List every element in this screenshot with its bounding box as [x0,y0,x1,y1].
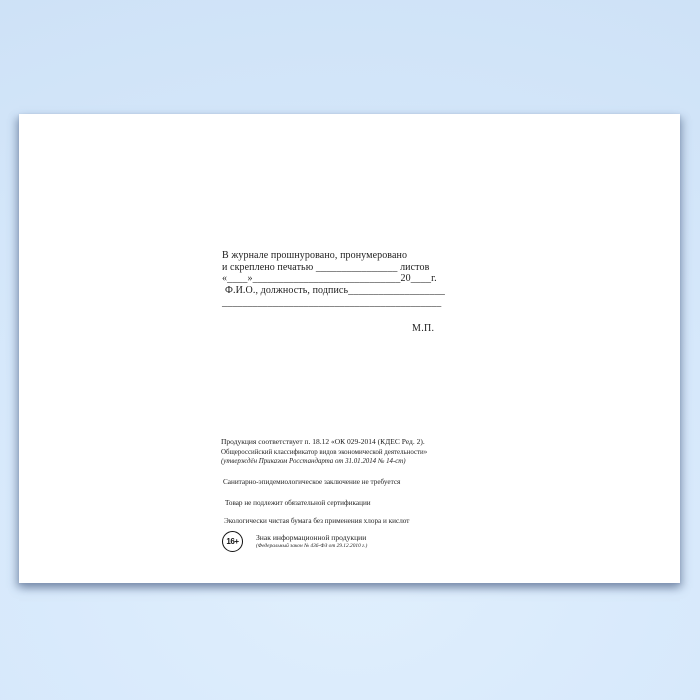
stamp-line-sealed-sheets: и скреплено печатью ________________ листов [222,261,430,273]
sanitary-statement: Санитарно-эпидемиологическое заключение не требуется [223,478,401,486]
info-product-sign-label: Знак информационной продукции [256,533,367,542]
certification-statement: Товар не подлежит обязательной сертификации [225,499,371,507]
compliance-line-1: Продукция соответствует п. 18.12 «ОК 029-2014 (КДЕС Ред. 2). [221,437,425,446]
stamp-line-name-position-signature: Ф.И.О., должность, подпись___________________ [225,285,446,297]
binding-stamp-block [222,250,445,309]
stamp-line-sewn: В журнале прошнуровано, пронумеровано [222,250,408,261]
law-reference-label: (Федеральный закон № 436-ФЗ от 29.12.2010 г.) [256,542,368,549]
age-mark-text [256,534,367,550]
age-16-plus-icon: 16+ [222,531,243,552]
seal-place-label: М.П. [412,323,435,334]
compliance-note [221,437,427,467]
compliance-line-2: Общероссийский классификатор видов экономической деятельности» [221,448,428,456]
compliance-line-3: (утверждён Приказом Росстандарта от 31.01.2014 № 14-ст) [221,458,406,465]
age-mark-row [222,531,367,552]
journal-back-page [19,114,680,583]
stamp-line-date: «____»_____________________________20____г. [222,273,437,285]
eco-paper-statement: Экологически чистая бумага без применения хлора и кислот [224,517,410,525]
stamp-line-blank: ___________________________________________ [222,296,442,308]
